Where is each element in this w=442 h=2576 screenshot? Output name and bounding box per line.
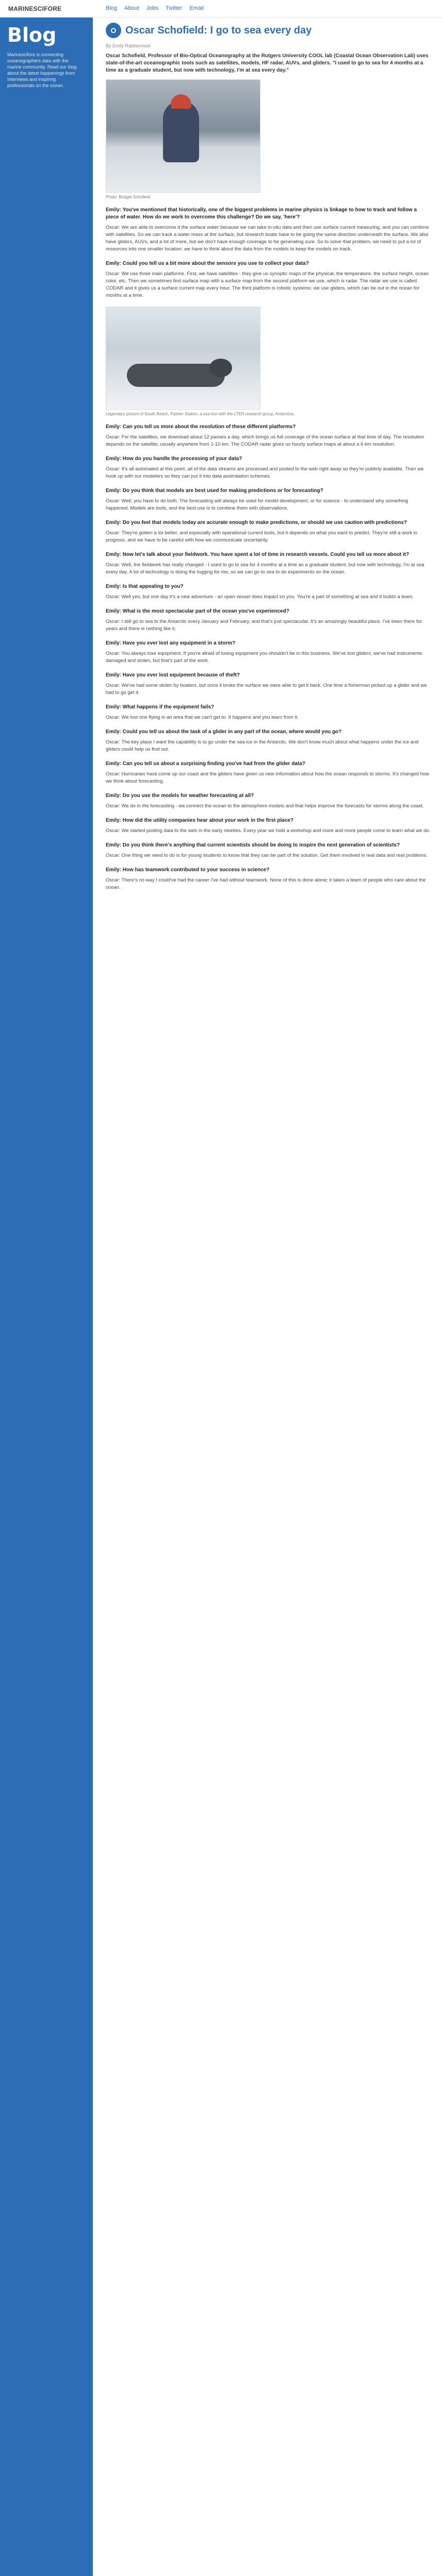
photo-caption: Photo: Bridget Schofield	[106, 195, 150, 199]
sidebar-title: Blog	[7, 24, 57, 46]
answer: Oscar: For the satellites, we download about 12 passes a day, which brings us full coverage of the ocean surface at that time of day. The resolution depends on the satellite, usually anywhere from 1-10 km. The CODAR radar gives us hourly surface maps at about a 6 km resolution.	[106, 434, 424, 447]
question: Emily: Have you ever lost any equipment in a storm?	[106, 640, 236, 646]
top-bar	[0, 0, 442, 18]
answer: Oscar: Well yes, but one day it's a new adventure - an open vessel does impact on you. You're a part of something at sea and it builds a team.	[106, 594, 414, 600]
question: Emily: How do you handle the processing of your data?	[106, 456, 242, 462]
question: Emily: What happens if the equipment fails?	[106, 704, 215, 710]
author-avatar: O	[106, 23, 121, 38]
answer: Oscar: Hurricanes have come up our coast and the gliders have given us new information about how the ocean responds to storms. It's changed how we think about forecasting.	[106, 771, 430, 784]
post-byline: By Emily Rabbermoor	[106, 43, 151, 48]
post-header	[106, 23, 431, 38]
answer: Oscar: We use three main platforms. First, we have satellites - they give us synoptic maps of the physical, the temperature, the surface height, ocean color, etc. Then we sometimes find surface map with a surface map from the second platform we use, which is radar. The radar we use is called CODAR and it gives us a surface current map every hour. The third platform is robotic systems: we use gliders, which can be out in the ocean for months at a time.	[106, 271, 429, 298]
question: Emily: Could you tell us about the task of a glider in any part of the ocean, where would you go?	[106, 729, 342, 735]
nav-blog[interactable]: Blog	[106, 5, 118, 11]
question: Emily: Can you tell us about a surprising finding you've had from the glider data?	[106, 761, 305, 767]
nav-about[interactable]: About	[124, 5, 139, 11]
question: Emily: Now let's talk about your fieldwork. You have spent a lot of time in research vessels. Could you tell us more about it?	[106, 552, 410, 557]
question: Emily: Is that appealing to you?	[106, 584, 184, 589]
nav-email[interactable]: Email	[189, 5, 204, 11]
sidebar-tagline: Marinescifore is connecting oceanographers data with the marine community. Read our blog about the latest happenings from Interviews and inspiring professionals on the ocean.	[7, 52, 77, 88]
answer: Oscar: They're gotten a lot better, and especially with operational current tools, but it depends on what you want to predict. They're still a work in progress, and we have to be careful with how we communicate uncertainty.	[106, 530, 418, 543]
question: Emily: Do you think that models are best used for making predictions or for forecasting?	[106, 488, 323, 494]
answer: Oscar: We started posting data to the web in the early nineties. Every year we hold a workshop and more and more people come to learn what we do.	[106, 828, 431, 834]
question: Emily: Can you tell us more about the resolution of these different platforms?	[106, 424, 296, 430]
answer: Oscar: The key place I want the capability is to go under the sea ice in the Antarctic. We don't know much about what happens under the ice and gliders could help us find out.	[106, 739, 419, 752]
question: Emily: Have you ever lost equipment because of theft?	[106, 672, 240, 678]
question: Emily: Do you think there's anything that current scientists should be doing to inspire the next generation of scientists?	[106, 842, 400, 848]
interview-photo	[106, 79, 260, 193]
person-hat	[171, 94, 191, 109]
answer: Oscar: One thing we need to do is for young students to know that they can be part of the solution. Get them involved in real data and real problems.	[106, 853, 428, 858]
top-nav	[106, 5, 204, 11]
nav-twitter[interactable]: Twitter	[166, 5, 183, 11]
question: Emily: Do you use the models for weather forecasting at all?	[106, 793, 254, 799]
question: Emily: You've mentioned that historically, one of the biggest problems in marine physics is linkage to how to track and follow a piece of water. How do we work to overcome this challenge? Do we say, 'here'?	[106, 207, 417, 220]
answer: Oscar: It's all automated at this point, all of the data streams are processed and posted to the web right away so they're publicly available. Then we hook up with our modelers so they can put it into data assimilation schemes.	[106, 466, 424, 479]
seal-photo	[106, 307, 260, 410]
question: Emily: Could you tell us a bit more about the sensors you use to collect your data?	[106, 261, 309, 266]
answer: Oscar: We do in the forecasting - we connect the ocean to the atmosphere models and that helps improve the forecasts for storms along the coast.	[106, 803, 424, 809]
post-title: Oscar Schofield: I go to sea every day	[125, 24, 312, 36]
answer: Oscar: Well, the fieldwork has really changed - I used to go to sea for 4 months at a time as a graduate student, but now with technology, I'm at sea every day. A lot of technology is doing the logging for me, so we can go to sea to do experiments on the ocean.	[106, 562, 424, 575]
seal-head	[209, 359, 232, 377]
post-intro: Oscar Schofield, Professor of Bio-Optical Oceanography at the Rutgers University COOL lab (Coastal Ocean Observation Lab) uses state-of-the-art oceanographic tools such as satellites, models, HF radar, AUVs, and gliders. "I used to go to sea for 4 months at a time as a graduate student, but now with technology, I'm at sea every day."	[106, 53, 429, 73]
answer: Oscar: There's no way I could've had the career I've had without teamwork. None of this is done alone; it takes a team of people who care about the ocean.	[106, 877, 426, 890]
answer: Oscar: We've had some stolen by boaters, but once it broke the surface we were able to get it back. One time a fisherman picked up a glider and we had to go get it.	[106, 683, 427, 696]
person-figure	[163, 100, 199, 162]
answer: Oscar: We lost one flying in an area that we can't get to. It happens and you learn from it.	[106, 715, 299, 720]
question: Emily: What is the most spectacular part of the ocean you've experienced?	[106, 608, 289, 614]
qa-section	[106, 207, 431, 891]
answer: Oscar: You always lose equipment. If you're afraid of losing equipment you shouldn't be in this business. We've lost gliders, we've had instruments damaged and stolen, but that's part of the work.	[106, 651, 422, 664]
question: Emily: How did the utility companies hear about your work in the first place?	[106, 818, 293, 823]
photo2-caption: Legendary picture of South Beach, Palmer Station, a sea lion with the LTER research group, Antarctica.	[106, 412, 295, 416]
nav-jobs[interactable]: Jobs	[146, 5, 159, 11]
question: Emily: Do you feel that models today are accurate enough to make predictions, or should we use caution with predictions?	[106, 520, 407, 526]
answer: Oscar: I still go to sea to the Antarctic every January and February, and that's just spectacular. It's an amazingly beautiful place. I've been there for years and there is nothing like it.	[106, 619, 422, 632]
site-brand[interactable]: MARINESCIFORE	[8, 5, 62, 12]
answer: Oscar: We are able to overcome it the surface water because we can take in-situ data and then use surface current measuring, and you can combine with satellites. So we can track a water mass at the surface, but research boats have to be going the same direction underneath the surface. We also have gliders, AUVs, and a lot of more, but we don't have enough coverage to be generating sure. So to solve that problem, we need to put a lot of resources into one smaller location; we have to think about the data from the models to keep the models on track.	[106, 225, 429, 252]
sidebar	[0, 18, 93, 2576]
answer: Oscar: Well, you have to do both. The forecasting will always be used for model development, or for science - to understand why something happened. Models are tools, and the best use is to combine them with observations.	[106, 498, 408, 511]
article	[106, 23, 431, 891]
question: Emily: How has teamwork contributed to your success in science?	[106, 867, 270, 873]
